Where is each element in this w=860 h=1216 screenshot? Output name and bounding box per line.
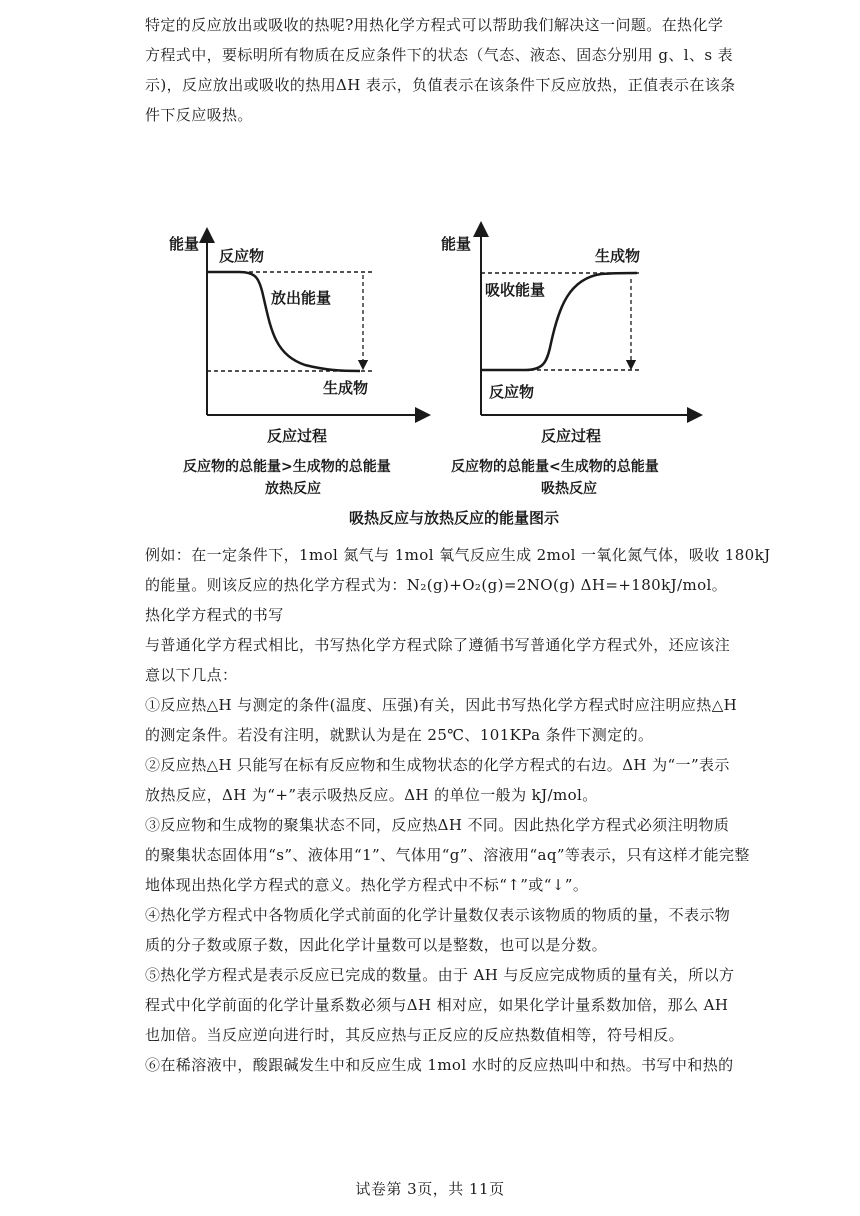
x-axis-label: 反应过程 [267, 427, 328, 445]
bottom-label: 反应物 [489, 383, 535, 401]
curve-label: 放出能量 [271, 289, 332, 307]
top-label: 生成物 [595, 247, 641, 265]
text-line: ⑤热化学方程式是表示反应已完成的数量。由于 AH 与反应完成物质的量有关，所以方 [145, 966, 735, 984]
y-axis-label: 能量 [169, 235, 200, 253]
exothermic-diagram [169, 235, 423, 497]
text-line: 也加倍。当反应逆向进行时，其反应热与正反应的反应热数值相等，符号相反。 [145, 1026, 685, 1044]
section-heading: 热化学方程式的书写 [145, 606, 284, 624]
caption-line-2: 放热反应 [265, 481, 321, 497]
text-line: ②反应热△H 只能写在标有反应物和生成物状态的化学方程式的右边。ΔH 为“一”表示 [145, 756, 730, 774]
text-line: 的聚集状态固体用“s”、液体用“1”、气体用“g”、溶液用“aq”等表示，只有这样才能完整 [145, 846, 750, 864]
text-line: 件下反应吸热。 [145, 106, 253, 124]
text-line: 例如：在一定条件下，1mol 氮气与 1mol 氧气反应生成 2mol 一氧化氮气体，吸收 180kJ [145, 546, 771, 564]
endothermic-diagram [441, 229, 695, 497]
caption-line-2: 吸热反应 [541, 481, 597, 497]
top-label: 反应物 [219, 247, 265, 265]
text-line: 示)，反应放出或吸收的热用ΔH 表示，负值表示在该条件下反应放热，正值表示在该条 [145, 76, 736, 94]
text-line: ⑥在稀溶液中，酸跟碱发生中和反应生成 1mol 水时的反应热叫中和热。书写中和热的 [145, 1056, 734, 1074]
text-line: ①反应热△H 与测定的条件(温度、压强)有关，因此书写热化学方程式时应注明应热△H [145, 696, 738, 714]
bottom-label: 生成物 [323, 379, 369, 397]
text-line: 地体现出热化学方程式的意义。热化学方程式中不标“↑”或“↓”。 [145, 876, 589, 894]
page-footer: 试卷第 3页，共 11页 [355, 1180, 505, 1198]
intro-paragraph [145, 10, 736, 130]
text-line: 质的分子数或原子数，因此化学计量数可以是整数，也可以是分数。 [145, 936, 608, 954]
y-axis-label: 能量 [441, 235, 472, 253]
energy-diagram-figure [155, 215, 715, 535]
text-line: ④热化学方程式中各物质化学式前面的化学计量数仅表示该物质的物质的量，不表示物 [145, 906, 731, 924]
text-line: ③反应物和生成物的聚集状态不同，反应热ΔH 不同。因此热化学方程式必须注明物质 [145, 816, 730, 834]
text-line: 的测定条件。若没有注明，就默认为是在 25℃、101KPa 条件下测定的。 [145, 726, 654, 744]
text-line: 特定的反应放出或吸收的热呢?用热化学方程式可以帮助我们解决这一问题。在热化学 [145, 16, 724, 34]
figure-title: 吸热反应与放热反应的能量图示 [349, 509, 560, 527]
text-line: 意以下几点： [145, 666, 238, 684]
energy-diagram-svg [155, 215, 715, 535]
body-paragraphs [145, 540, 771, 1080]
x-axis-label: 反应过程 [541, 427, 602, 445]
text-line: 的能量。则该反应的热化学方程式为：N₂(g)+O₂(g)=2NO(g) ΔH=+180kJ/mol。 [145, 576, 728, 594]
caption-line-1: 反应物的总能量>生成物的总能量 [183, 459, 391, 475]
text-line: 方程式中，要标明所有物质在反应条件下的状态（气态、液态、固态分别用 g、l、s 表 [145, 46, 734, 64]
text-line: 与普通化学方程式相比，书写热化学方程式除了遵循书写普通化学方程式外，还应该注 [145, 636, 731, 654]
energy-curve [207, 272, 360, 371]
text-line: 程式中化学前面的化学计量系数必须与ΔH 相对应，如果化学计量系数加倍，那么 AH [145, 996, 729, 1014]
curve-label: 吸收能量 [485, 281, 546, 299]
caption-line-1: 反应物的总能量<生成物的总能量 [451, 459, 659, 475]
text-line: 放热反应，ΔH 为“+”表示吸热反应。ΔH 的单位一般为 kJ/mol。 [145, 786, 598, 804]
